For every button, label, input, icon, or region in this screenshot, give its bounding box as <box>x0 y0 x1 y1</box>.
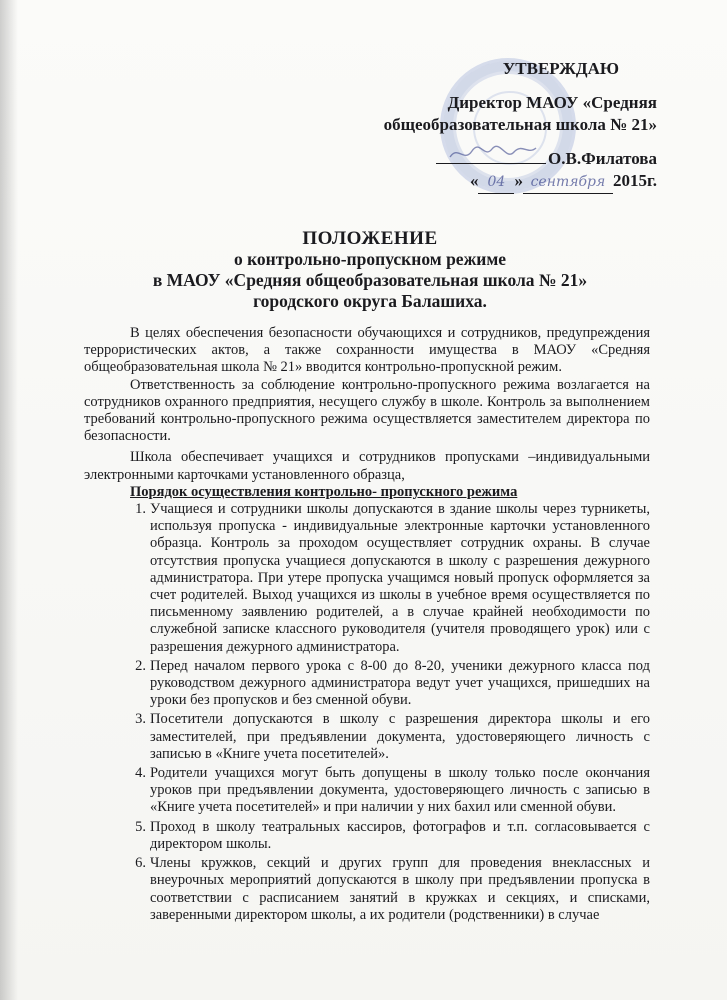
title-line4: городского округа Балашиха. <box>253 291 487 311</box>
list-item <box>135 855 650 924</box>
list-item-number: 4. <box>135 765 146 782</box>
list-item-text: Родители учащихся могут быть допущены в школу только после окончания уроков при предъявлении документа, удостоверяющего личность с записью в «Книге учета посетителей» и при наличии у них бахил или сменной обуви. <box>150 765 650 816</box>
list-item-text: Проход в школу театральных кассиров, фотографов и т.п. согласовывается с директором школы. <box>150 818 650 852</box>
list-item <box>135 657 650 710</box>
director-name: О.В.Филатова <box>548 149 657 168</box>
list-item-number: 6. <box>135 855 146 872</box>
list-item-text: Перед началом первого урока с 8-00 до 8-20, ученики дежурного класса под руководством дежурного администратора ведут учет учащихся, пришедших на уроки без пропусков и без сменной обуви. <box>150 657 650 709</box>
document-body <box>84 325 650 926</box>
approval-date-row <box>357 170 657 194</box>
date-quote-close: » <box>514 171 523 190</box>
list-item-number: 3. <box>135 711 146 728</box>
signature-scribble <box>448 143 538 165</box>
approval-heading: УТВЕРЖДАЮ <box>502 59 619 78</box>
intro-paragraph-2: Ответственность за соблюдение контрольно-пропускного режима возлагается на сотрудников охранного предприятия, несущего службу в школе. Контроль за выполнением требований контрольно-пропускного режима осуществляется заместителем директора по безопасности. <box>84 376 650 445</box>
list-item <box>135 765 650 817</box>
title-line3: в МАОУ «Средняя общеобразовательная школа № 21» <box>152 270 588 290</box>
intro-paragraph-3: Школа обеспечивает учащихся и сотрудников пропусками –индивидуальными электронными карточками установленного образца, <box>84 449 650 483</box>
date-year: 2015г. <box>612 171 657 190</box>
list-item-number: 2. <box>135 657 146 674</box>
title-line1: ПОЛОЖЕНИЕ <box>302 228 438 249</box>
approval-spacer <box>357 80 657 92</box>
list-item-text: Учащиеся и сотрудники школы допускаются в здание школы через турникеты, используя пропуска - индивидуальные электронные карточки установленного образца. Контроль за проходом осуществляет сотрудник охраны. В случае отсутствия пропуска учащиеся допускаются в школу с разрешения дежурного администратора. При утере пропуска учащимся новый пропуск оформляется за счет родителей. Выход учащихся из школы в учебное время осуществляется по письменному заявлению родителей, а в случае крайней необходимости по служебной записке классного руководителя (учителя проводящего урок) или с разрешения дежурного администратора. <box>150 501 650 655</box>
approval-position-line2: общеобразовательная школа № 21» <box>383 115 657 134</box>
list-item-text: Посетители допускаются в школу с разрешения директора школы и его заместителей, при предъявлении документа, удостоверяющего личность с записью в «Книге учета посетителей». <box>150 711 650 762</box>
date-day-line <box>478 170 514 194</box>
list-item-number: 5. <box>135 818 146 835</box>
rules-list <box>84 501 650 924</box>
date-month: сентября <box>530 174 606 190</box>
list-item <box>135 501 650 656</box>
list-item-number: 1. <box>135 501 146 518</box>
date-month-line <box>523 170 613 194</box>
section-title: Порядок осуществления контрольно- пропускного режима <box>130 483 518 500</box>
list-item <box>135 711 650 763</box>
date-quote-open: « <box>469 171 479 190</box>
list-item <box>135 818 650 853</box>
signature-line <box>436 149 546 164</box>
approval-block <box>357 58 657 194</box>
title-line2: о контрольно-пропускном режиме <box>233 249 507 269</box>
approval-position-line1: Директор МАОУ «Средняя <box>447 93 657 112</box>
scan-edge-shadow <box>0 0 18 1000</box>
intro-paragraph-1: В целях обеспечения безопасности обучающихся и сотрудников, предупреждения террористических актов, а также сохранности имущества в МАОУ «Средняя общеобразовательная школа № 21» вводится контрольно-пропускной режим. <box>84 325 650 376</box>
document-title <box>80 228 660 312</box>
approval-signature-row <box>357 148 657 170</box>
list-item-text: Члены кружков, секций и других групп для проведения внеклассных и внеурочных мероприятий допускаются в школу при предъявлении пропуска в соответствии с расписанием занятий в кружках и секциях, и списками, заверенными директором школы, а их родители (родственники) в случае <box>150 855 650 923</box>
date-day: 04 <box>487 174 506 190</box>
